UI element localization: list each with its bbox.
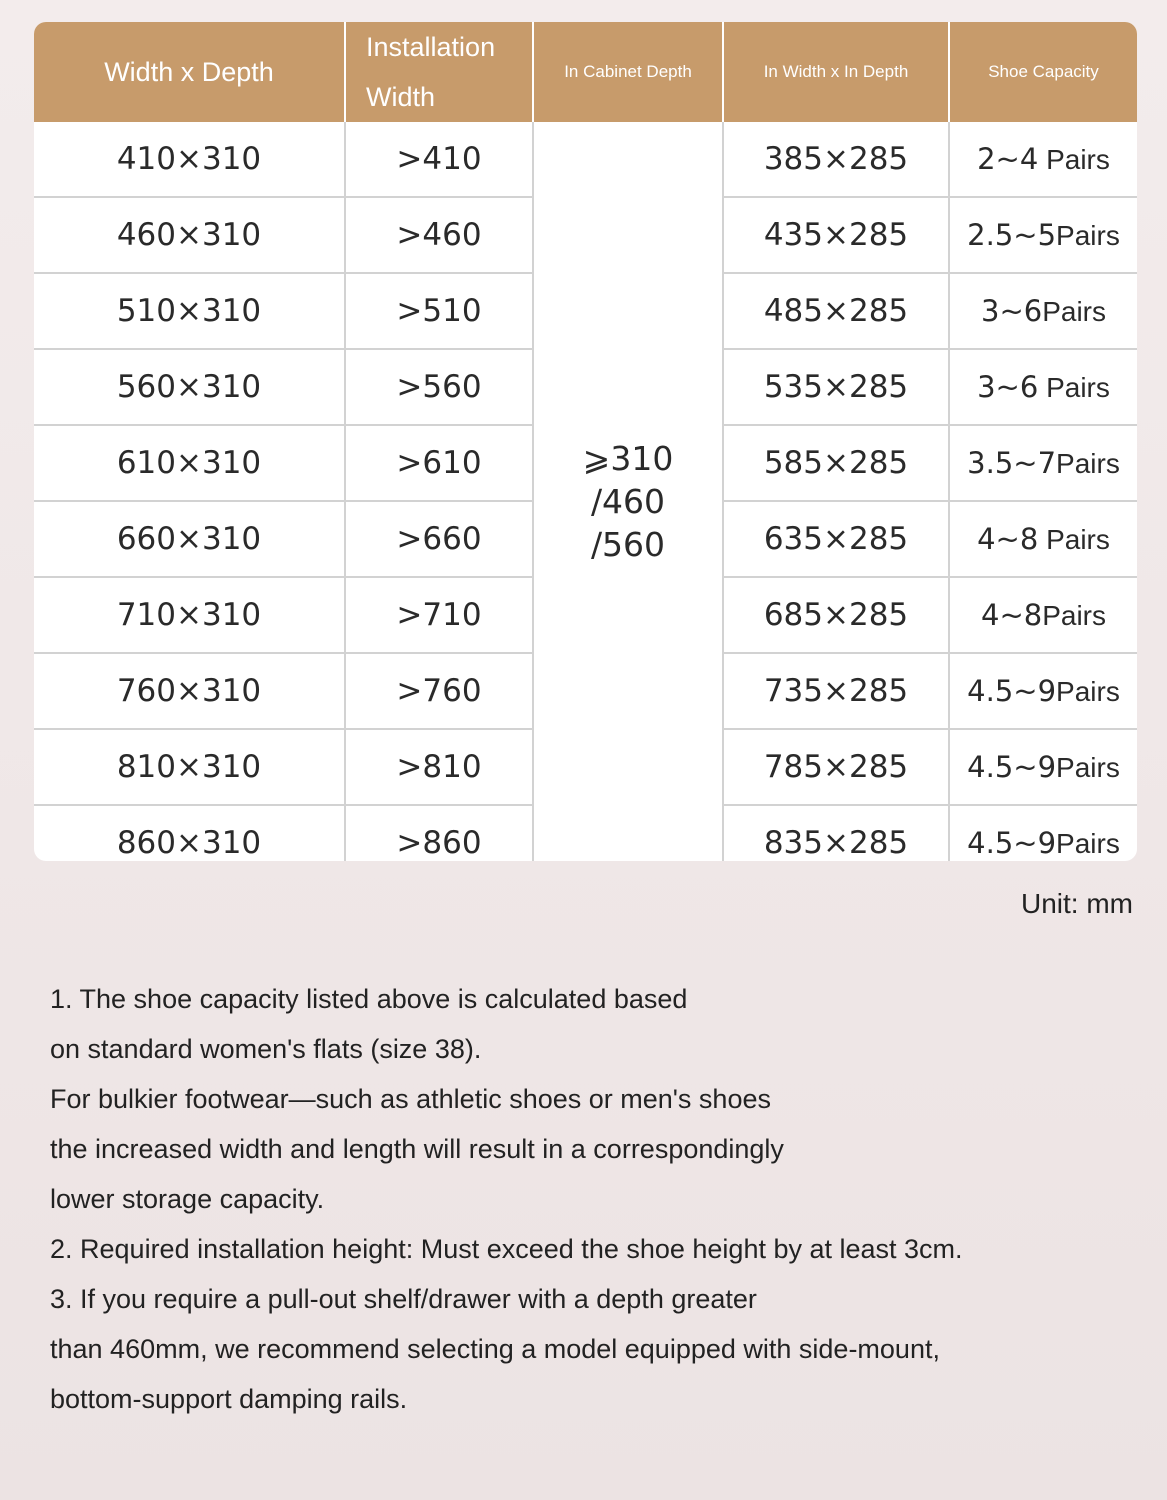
capacity-number: 3.5~7 <box>967 446 1057 480</box>
header-in-cabinet-depth: In Cabinet Depth <box>533 22 723 122</box>
cell-inner-size: 635×285 <box>723 501 949 577</box>
notes-section <box>50 974 1140 1424</box>
cabinet-depth-line2: /460 <box>590 481 666 521</box>
cell-size: 810×310 <box>34 729 345 805</box>
capacity-number: 4~8 <box>981 598 1043 632</box>
cell-inner-size: 585×285 <box>723 425 949 501</box>
note-line: lower storage capacity. <box>50 1184 325 1214</box>
capacity-number: 4.5~9 <box>967 750 1057 784</box>
cell-shoe-capacity <box>949 425 1137 501</box>
cell-shoe-capacity <box>949 273 1137 349</box>
cell-install-width: >810 <box>345 729 533 805</box>
size-table <box>34 22 1137 861</box>
note-line: than 460mm, we recommend selecting a model equipped with side-mount, <box>50 1334 940 1364</box>
cell-install-width: >710 <box>345 577 533 653</box>
cell-install-width: >510 <box>345 273 533 349</box>
capacity-unit: Pairs <box>1042 296 1106 327</box>
capacity-unit: Pairs <box>1038 372 1110 403</box>
cell-shoe-capacity <box>949 349 1137 425</box>
note-line: the increased width and length will result in a correspondingly <box>50 1134 784 1164</box>
header-installation-width <box>345 22 533 122</box>
cell-shoe-capacity <box>949 577 1137 653</box>
cell-size: 410×310 <box>34 122 345 197</box>
note-line: For bulkier footwear—such as athletic shoes or men's shoes <box>50 1084 771 1114</box>
cell-size: 460×310 <box>34 197 345 273</box>
cell-install-width: >860 <box>345 805 533 861</box>
cell-size: 710×310 <box>34 577 345 653</box>
unit-label: Unit: mm <box>1021 888 1133 919</box>
cell-inner-size: 685×285 <box>723 577 949 653</box>
cell-shoe-capacity <box>949 805 1137 861</box>
header-shoe-capacity: Shoe Capacity <box>949 22 1137 122</box>
cell-install-width: >460 <box>345 197 533 273</box>
capacity-number: 2~4 <box>977 142 1039 176</box>
capacity-unit: Pairs <box>1056 752 1120 783</box>
cell-shoe-capacity <box>949 729 1137 805</box>
cell-inner-size: 385×285 <box>723 122 949 197</box>
capacity-number: 4.5~9 <box>967 826 1057 860</box>
note-line: 3. If you require a pull-out shelf/drawer with a depth greater <box>50 1284 757 1314</box>
cell-install-width: >760 <box>345 653 533 729</box>
cell-size: 660×310 <box>34 501 345 577</box>
capacity-unit: Pairs <box>1056 828 1120 859</box>
cell-size: 560×310 <box>34 349 345 425</box>
cell-install-width: >610 <box>345 425 533 501</box>
cell-shoe-capacity <box>949 197 1137 273</box>
cell-install-width: >410 <box>345 122 533 197</box>
cell-size: 760×310 <box>34 653 345 729</box>
cell-inner-size: 535×285 <box>723 349 949 425</box>
cell-size: 510×310 <box>34 273 345 349</box>
cell-install-width: >560 <box>345 349 533 425</box>
note-line: 2. Required installation height: Must exceed the shoe height by at least 3cm. <box>50 1234 963 1264</box>
cell-inner-size: 485×285 <box>723 273 949 349</box>
capacity-unit: Pairs <box>1042 600 1106 631</box>
cell-inner-size: 785×285 <box>723 729 949 805</box>
capacity-unit: Pairs <box>1056 448 1120 479</box>
cell-size: 860×310 <box>34 805 345 861</box>
cell-inner-size: 735×285 <box>723 653 949 729</box>
cell-shoe-capacity <box>949 501 1137 577</box>
cell-size: 610×310 <box>34 425 345 501</box>
table-row <box>34 122 1137 197</box>
cell-cabinet-depth <box>533 122 723 861</box>
header-installation-line1: Installation <box>366 32 496 62</box>
cabinet-depth-line1: ⩾310 <box>582 438 674 478</box>
capacity-number: 2.5~5 <box>967 218 1057 252</box>
cell-inner-size: 835×285 <box>723 805 949 861</box>
table-header-row <box>34 22 1137 122</box>
capacity-number: 3~6 <box>977 370 1039 404</box>
capacity-number: 4~8 <box>977 522 1039 556</box>
note-line: bottom-support damping rails. <box>50 1384 408 1414</box>
capacity-unit: Pairs <box>1038 144 1110 175</box>
capacity-unit: Pairs <box>1056 676 1120 707</box>
capacity-unit: Pairs <box>1038 524 1110 555</box>
size-table-grid <box>34 22 1137 861</box>
header-in-width-depth: In Width x In Depth <box>723 22 949 122</box>
cell-shoe-capacity <box>949 122 1137 197</box>
cabinet-depth-line3: /560 <box>590 524 666 564</box>
cell-inner-size: 435×285 <box>723 197 949 273</box>
capacity-unit: Pairs <box>1056 220 1120 251</box>
cell-install-width: >660 <box>345 501 533 577</box>
cell-shoe-capacity <box>949 653 1137 729</box>
note-line: 1. The shoe capacity listed above is calculated based <box>50 984 688 1014</box>
header-installation-line2: Width <box>366 82 436 112</box>
capacity-number: 3~6 <box>981 294 1043 328</box>
capacity-number: 4.5~9 <box>967 674 1057 708</box>
note-line: on standard women's flats (size 38). <box>50 1034 482 1064</box>
header-width-depth: Width x Depth <box>34 22 345 122</box>
